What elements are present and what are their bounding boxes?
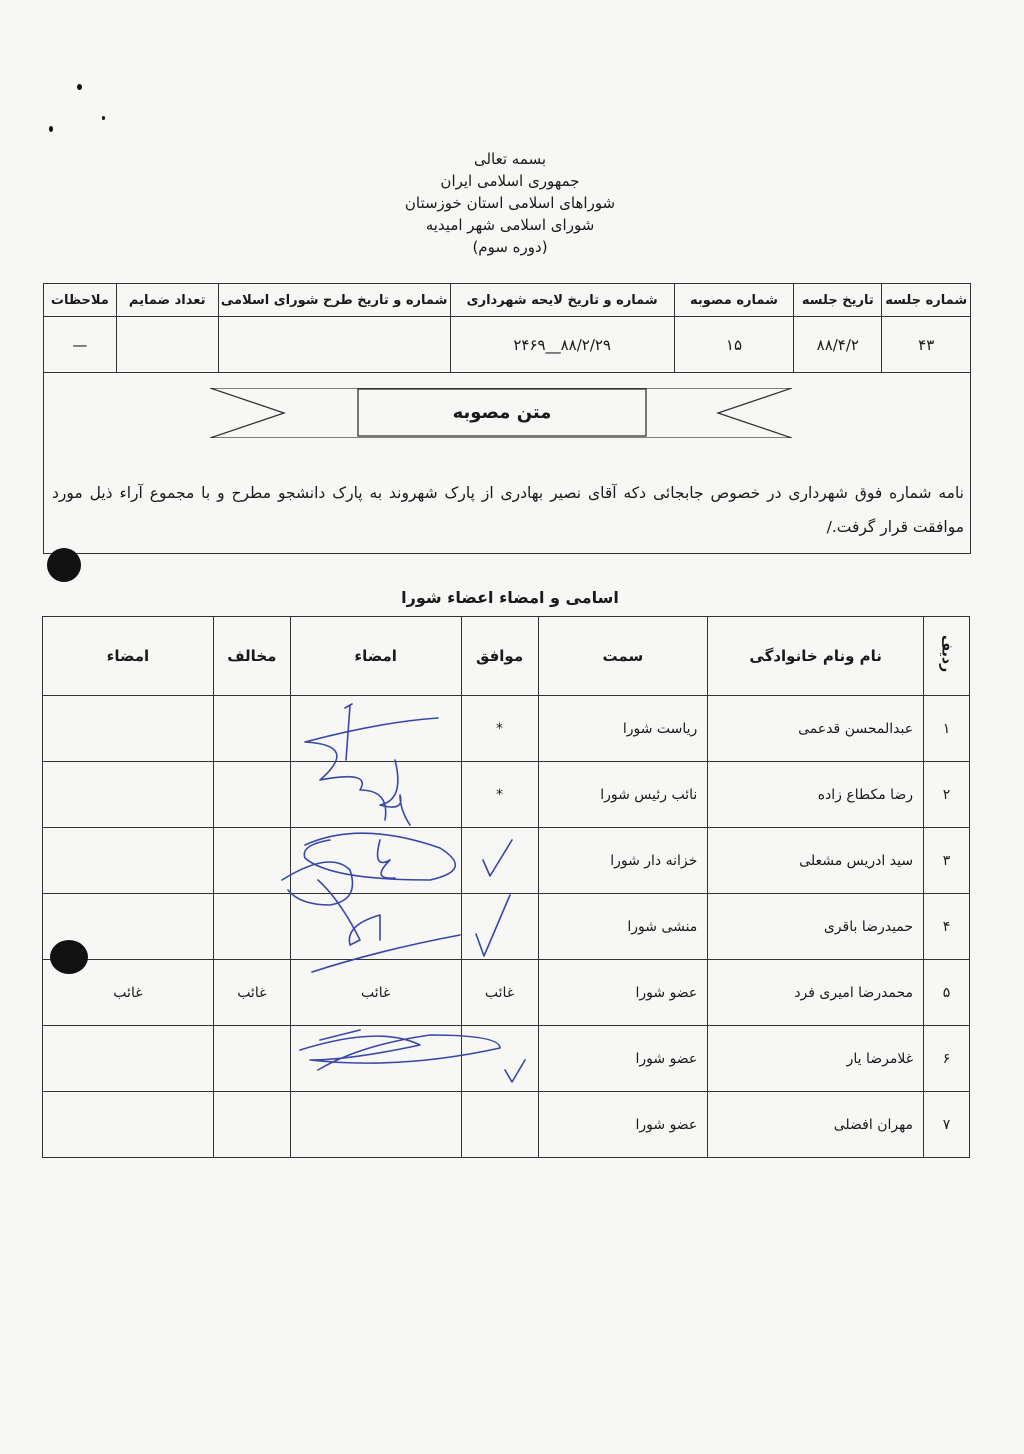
agree-cell	[461, 1026, 538, 1092]
resolution-title: متن مصوبه	[452, 402, 552, 423]
meta-value-cell	[116, 317, 218, 373]
meta-value-cell: —	[44, 317, 117, 373]
header-line: بسمه تعالی	[473, 150, 547, 168]
meta-value-cell: ۸۸/۲/۲۹__۲۴۶۹	[450, 317, 674, 373]
meta-value-cell: ۸۸/۴/۲	[794, 317, 882, 373]
letterhead	[300, 148, 720, 258]
member-row	[43, 1026, 970, 1092]
member-name: غلامرضا یار	[708, 1026, 924, 1092]
oppose-cell	[213, 894, 290, 960]
member-role: عضو شورا	[538, 1026, 708, 1092]
row-number: ۲	[924, 762, 970, 828]
member-row	[43, 762, 970, 828]
header-line: (دوره سوم)	[472, 238, 548, 256]
row-number: ۴	[924, 894, 970, 960]
ink-speck	[77, 84, 82, 90]
meta-header-cell: ملاحظات	[44, 284, 117, 317]
member-name: حمیدرضا باقری	[708, 894, 924, 960]
meta-header-row	[44, 284, 971, 317]
ink-speck	[102, 116, 105, 120]
members-header-cell: نام ونام خانوادگی	[708, 617, 924, 696]
members-header-cell: امضاء	[290, 617, 461, 696]
sign-cell	[43, 828, 214, 894]
meta-header-cell: شماره مصوبه	[674, 284, 793, 317]
sign-cell	[290, 894, 461, 960]
members-title: اسامی و امضاء اعضاء شورا	[401, 588, 619, 607]
members-header-cell	[924, 617, 970, 696]
sign-cell	[43, 1026, 214, 1092]
sign-cell	[43, 762, 214, 828]
meta-table	[43, 283, 971, 373]
member-name: محمدرضا امیری فرد	[708, 960, 924, 1026]
meta-value-cell: ۱۵	[674, 317, 793, 373]
ink-blot	[47, 548, 81, 582]
member-name: سید ادریس مشعلی	[708, 828, 924, 894]
header-line: جمهوری اسلامی ایران	[440, 172, 580, 190]
sign-cell	[43, 1092, 214, 1158]
meta-header-cell: تعداد ضمایم	[116, 284, 218, 317]
sign-cell: غائب	[290, 960, 461, 1026]
agree-cell: *	[461, 696, 538, 762]
member-row	[43, 696, 970, 762]
member-row	[43, 1092, 970, 1158]
sign-cell	[290, 1092, 461, 1158]
sign-cell: غائب	[43, 960, 214, 1026]
member-name: عبدالمحسن قدعمی	[708, 696, 924, 762]
member-row	[43, 894, 970, 960]
member-name: مهران افضلی	[708, 1092, 924, 1158]
member-role: خزانه دار شورا	[538, 828, 708, 894]
row-number: ۶	[924, 1026, 970, 1092]
oppose-cell	[213, 762, 290, 828]
oppose-cell	[213, 1092, 290, 1158]
sign-cell	[290, 1026, 461, 1092]
meta-value-cell	[218, 317, 450, 373]
agree-cell: *	[461, 762, 538, 828]
row-number: ۱	[924, 696, 970, 762]
member-role: نائب رئیس شورا	[538, 762, 708, 828]
meta-value-cell: ۴۳	[882, 317, 971, 373]
oppose-cell	[213, 1026, 290, 1092]
member-row	[43, 960, 970, 1026]
sign-cell	[290, 828, 461, 894]
member-role: عضو شورا	[538, 960, 708, 1026]
members-table	[42, 616, 970, 1158]
member-role: ریاست شورا	[538, 696, 708, 762]
meta-header-cell: شماره و تاریخ طرح شورای اسلامی	[218, 284, 450, 317]
resolution-text: نامه شماره فوق شهرداری در خصوص جابجائی دکه آقای نصیر بهادری از پارک شهروند به پارک دانشجو مطرح و با مجموع آراء ذیل مورد موافقت قرار گرفت./	[52, 484, 964, 536]
members-header-row	[43, 617, 970, 696]
row-number: ۵	[924, 960, 970, 1026]
sign-cell	[290, 762, 461, 828]
ink-speck	[49, 126, 53, 132]
oppose-cell	[213, 828, 290, 894]
meta-header-cell: تاریخ جلسه	[794, 284, 882, 317]
members-header-cell: سمت	[538, 617, 708, 696]
member-role: عضو شورا	[538, 1092, 708, 1158]
members-header-cell: موافق	[461, 617, 538, 696]
members-header-cell: مخالف	[213, 617, 290, 696]
row-number: ۷	[924, 1092, 970, 1158]
sign-cell	[43, 696, 214, 762]
oppose-cell	[213, 696, 290, 762]
header-line: شورای اسلامی شهر امیدیه	[425, 216, 595, 234]
agree-cell	[461, 828, 538, 894]
row-number-header: ردیف	[938, 635, 955, 673]
row-number: ۳	[924, 828, 970, 894]
header-line: شوراهای اسلامی استان خوزستان	[404, 194, 616, 212]
meta-value-row	[44, 317, 971, 373]
agree-cell	[461, 1092, 538, 1158]
ink-blot	[50, 940, 88, 974]
member-role: منشی شورا	[538, 894, 708, 960]
meta-header-cell: شماره جلسه	[882, 284, 971, 317]
agree-cell: غائب	[461, 960, 538, 1026]
oppose-cell: غائب	[213, 960, 290, 1026]
member-name: رضا مکطاع زاده	[708, 762, 924, 828]
member-row	[43, 828, 970, 894]
members-header-cell: امضاء	[43, 617, 214, 696]
sign-cell	[290, 696, 461, 762]
meta-header-cell: شماره و تاریخ لایحه شهرداری	[450, 284, 674, 317]
agree-cell	[461, 894, 538, 960]
